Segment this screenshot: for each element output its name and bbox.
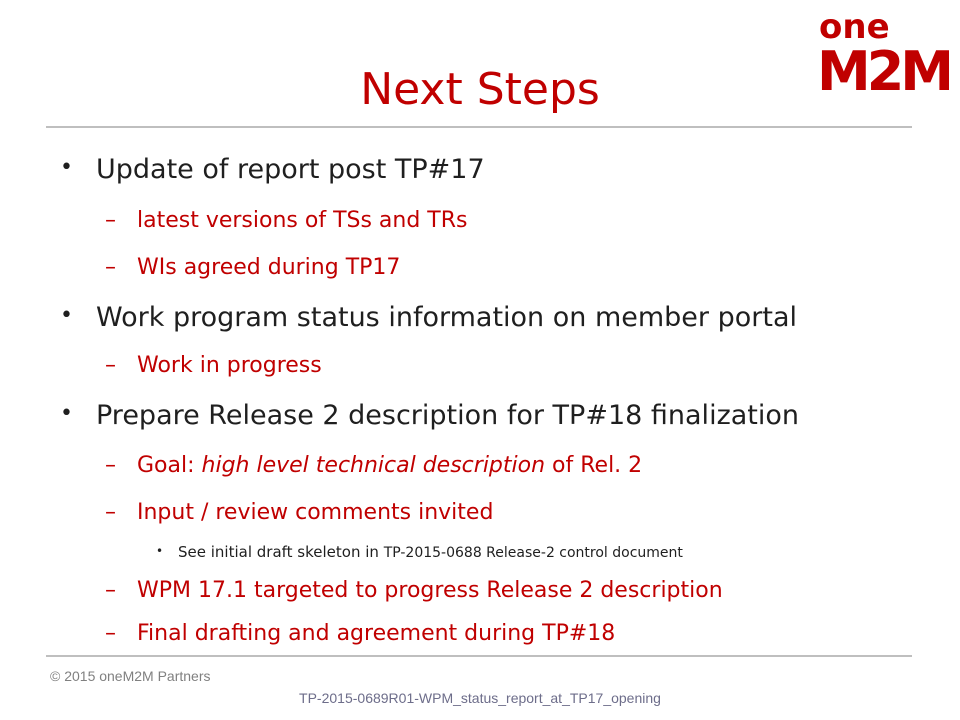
sub-bullet-text: WIs agreed during TP17 bbox=[137, 255, 401, 280]
footer-copyright: © 2015 oneM2M Partners bbox=[50, 668, 211, 684]
slide-title: Next Steps bbox=[360, 64, 600, 115]
dash-marker: – bbox=[105, 453, 116, 478]
bullet-marker: • bbox=[60, 155, 73, 180]
dash-marker: – bbox=[105, 208, 116, 233]
sub-bullet-input-review bbox=[105, 500, 494, 525]
draft-lead: See initial draft skeleton in bbox=[178, 543, 384, 561]
sub-bullet-text: WPM 17.1 targeted to progress Release 2 description bbox=[137, 578, 723, 603]
sub-bullet-wpm-targeted bbox=[105, 578, 723, 603]
sub-bullet-text: latest versions of TSs and TRs bbox=[137, 208, 468, 233]
dash-marker: – bbox=[105, 578, 116, 603]
dash-marker: – bbox=[105, 255, 116, 280]
sub-bullet-text: Final drafting and agreement during TP#18 bbox=[137, 621, 616, 646]
sub-sub-bullet-draft-skeleton bbox=[156, 543, 683, 561]
bullet-prepare-release bbox=[60, 400, 800, 431]
control-document-ref: TP-2015-0688 Release-2 control document bbox=[383, 545, 683, 561]
sub-bullet-text: Work in progress bbox=[137, 353, 322, 378]
sub-bullet-goal bbox=[105, 453, 643, 478]
bullet-update-report bbox=[60, 154, 485, 185]
footer-document-id: TP-2015-0689R01-WPM_status_report_at_TP17_opening bbox=[299, 690, 661, 706]
footer-divider bbox=[46, 655, 912, 657]
bullet-text: Update of report post TP#17 bbox=[96, 154, 485, 185]
goal-prefix: Goal: bbox=[137, 453, 202, 478]
bullet-marker: • bbox=[60, 303, 73, 328]
sub-bullet-work-in-progress bbox=[105, 353, 322, 378]
goal-suffix: of Rel. 2 bbox=[545, 453, 643, 478]
sub-bullet-final-drafting bbox=[105, 621, 616, 646]
dash-marker: – bbox=[105, 500, 116, 525]
sub-bullet-text: Input / review comments invited bbox=[137, 500, 494, 525]
sub-bullet-wis-agreed bbox=[105, 255, 401, 280]
title-divider bbox=[46, 126, 912, 128]
bullet-marker: • bbox=[156, 544, 164, 558]
logo-text-one: one bbox=[819, 7, 890, 47]
bullet-text: Prepare Release 2 description for TP#18 finalization bbox=[96, 400, 800, 431]
bullet-marker: • bbox=[60, 401, 73, 426]
dash-marker: – bbox=[105, 621, 116, 646]
sub-bullet-latest-versions bbox=[105, 208, 468, 233]
dash-marker: – bbox=[105, 353, 116, 378]
bullet-work-program bbox=[60, 302, 797, 333]
bullet-text: Work program status information on member portal bbox=[96, 302, 797, 333]
goal-emphasis: high level technical description bbox=[201, 453, 546, 478]
logo-text-m2m: M2M bbox=[817, 40, 950, 98]
